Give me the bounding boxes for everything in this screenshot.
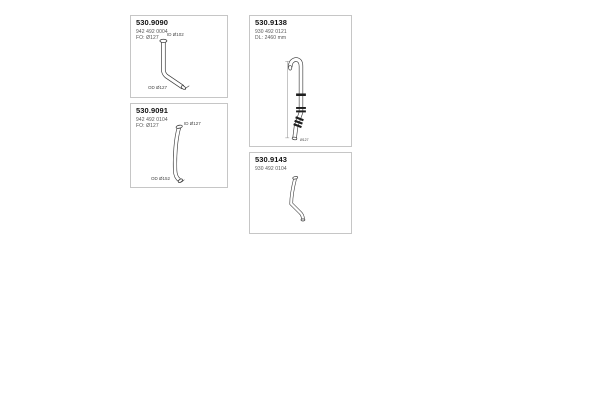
pipe-outlet-flange	[292, 137, 297, 140]
pipe-inlet-flange	[292, 176, 297, 180]
pipe-outlet-label: OD Ø127	[148, 85, 168, 90]
pipe-outline	[291, 176, 305, 221]
oe-number: 930 492 0121	[255, 28, 287, 35]
part-number: 530.9091	[136, 106, 169, 115]
part-panel-530-9143	[249, 152, 352, 234]
pipe-inlet-label: ID Ø102	[167, 32, 184, 37]
part-panel-530-9090	[130, 15, 228, 98]
pipe-outlet-label: OD Ø152	[151, 176, 171, 181]
pipe-inlet-flange	[160, 39, 167, 42]
spec-line: DL: 2460 mm	[255, 35, 287, 42]
pipe-inlet-flange	[289, 65, 292, 70]
oe-number: 930 492 0104	[255, 165, 287, 172]
oe-number: 942 492 0004	[136, 28, 168, 35]
oe-number: 942 492 0104	[136, 116, 168, 123]
part-number: 530.9138	[255, 18, 288, 27]
dimension-line	[285, 61, 289, 137]
part-number: 530.9090	[136, 18, 169, 27]
pipe-outline	[285, 59, 306, 140]
part-number: 530.9143	[255, 155, 288, 164]
exhaust-pipe-drawing	[131, 16, 227, 97]
pipe-outlet-flange	[181, 85, 187, 90]
pipe-inlet-label: ID Ø127	[184, 121, 201, 126]
exhaust-pipe-drawing	[250, 16, 351, 146]
pipe-inlet-flange	[176, 125, 183, 129]
pipe-outline	[160, 39, 189, 90]
exhaust-pipe-drawing	[250, 153, 351, 233]
flex-section	[294, 117, 304, 127]
spec-line: FO: Ø127	[136, 35, 159, 42]
exhaust-pipe-drawing	[131, 104, 227, 187]
part-panel-530-9091	[130, 103, 228, 188]
pipe-outline	[175, 125, 184, 184]
pipe-outlet-flange	[301, 219, 305, 221]
spec-line: FO: Ø127	[136, 123, 159, 130]
pipe-outlet-label: Ø127	[300, 138, 309, 142]
part-panel-530-9138	[249, 15, 352, 147]
